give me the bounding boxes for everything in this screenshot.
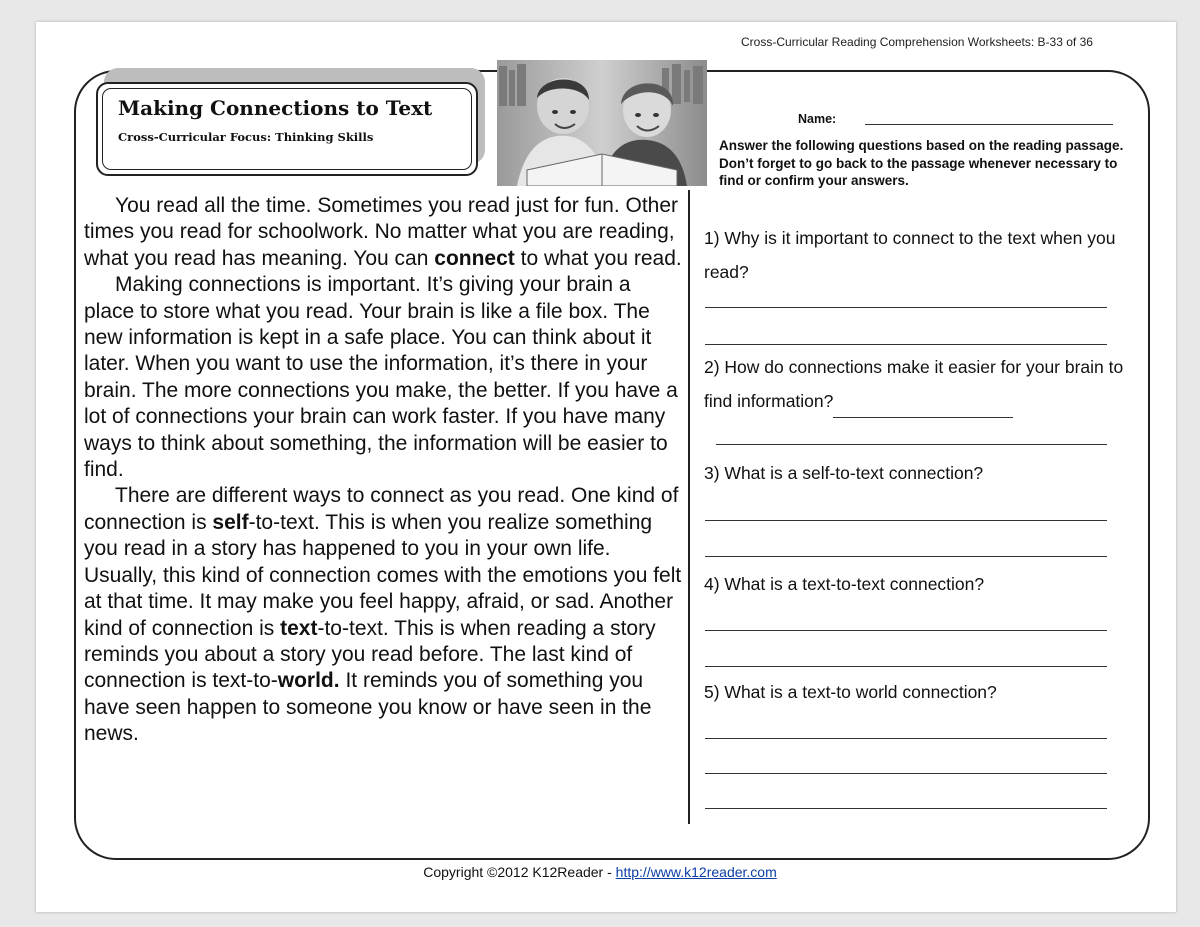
answer-line-inline[interactable] [833,399,1013,418]
footer [0,864,1200,880]
passage-text: -to-text. This is when you realize something you read in a story has happened to you in your own life. Usually, this kind of connection comes with the emotions you felt at that time. It may make you feel happy, afraid, or sad. Another kind of connection is [84,510,682,640]
answer-line[interactable] [705,520,1107,521]
passage-text: You read all the time. Sometimes you read just for fun. Other times you read for schoolwork. No matter what you are reading, what you read has meaning. You can [84,194,679,270]
passage-bold-term: world. [277,669,340,693]
column-divider [688,190,690,824]
answer-line[interactable] [705,773,1107,774]
passage-text: There are different ways to connect as you read. One kind of connection is [84,484,679,534]
instructions-text: Answer the following questions based on the reading passage. Don’t forget to go back to the passage whenever necessary to find or confirm your answers. [719,138,1124,188]
passage-text: It reminds you of something you have seen happen to someone you know or have seen in the news. [84,669,652,746]
passage-text: to what you read. [514,246,682,270]
answer-line[interactable] [705,307,1107,308]
page-label: Cross-Curricular Reading Comprehension Worksheets: B-33 of 36 [741,35,1093,49]
reading-passage [84,193,684,748]
passage-bold-term: text [280,616,318,640]
passage-paragraph-1 [84,193,684,272]
title-box [96,82,478,176]
worksheet-title: Making Connections to Text [118,96,433,120]
name-answer-line[interactable] [865,124,1113,125]
question-3: 3) What is a self-to-text connection? [704,463,984,483]
passage-paragraph-3 [84,483,684,747]
question-5: 5) What is a text-to world connection? [704,682,997,702]
answer-line[interactable] [705,666,1107,667]
question-2-text: 2) How do connections make it easier for your brain to find information? [704,357,1124,411]
passage-bold-term: connect [434,246,515,270]
passage-text: -to-text. This is when reading a story reminds you about a story you read before. The last kind of connection is text-to- [84,616,656,693]
answer-line[interactable] [705,556,1107,557]
worksheet-subtitle: Cross-Curricular Focus: Thinking Skills [118,130,374,144]
copyright-text: Copyright ©2012 K12Reader - [423,864,616,880]
answer-line[interactable] [705,344,1107,345]
answer-line[interactable] [705,630,1107,631]
answer-line[interactable] [716,444,1107,445]
photo-two-boys-reading-book [497,60,707,186]
passage-paragraph-2: Making connections is important. It’s giving your brain a place to store what you read. Your brain is like a file box. The new information is kept in a safe place. You can think about it later. When you want to use the information, it’s there in your brain. The more connections you make, the better. If you have a lot of connections your brain can work faster. If you have many ways to think about something, the information will be easier to find. [84,273,678,482]
answer-line[interactable] [705,738,1107,739]
passage-bold-term: self [212,510,249,534]
question-4: 4) What is a text-to-text connection? [704,574,985,594]
name-label: Name: [798,112,837,126]
answer-line[interactable] [705,808,1107,809]
question-1: 1) Why is it important to connect to the text when you read? [704,228,1116,282]
k12reader-link[interactable]: http://www.k12reader.com [615,864,777,880]
question-2 [704,350,1124,418]
